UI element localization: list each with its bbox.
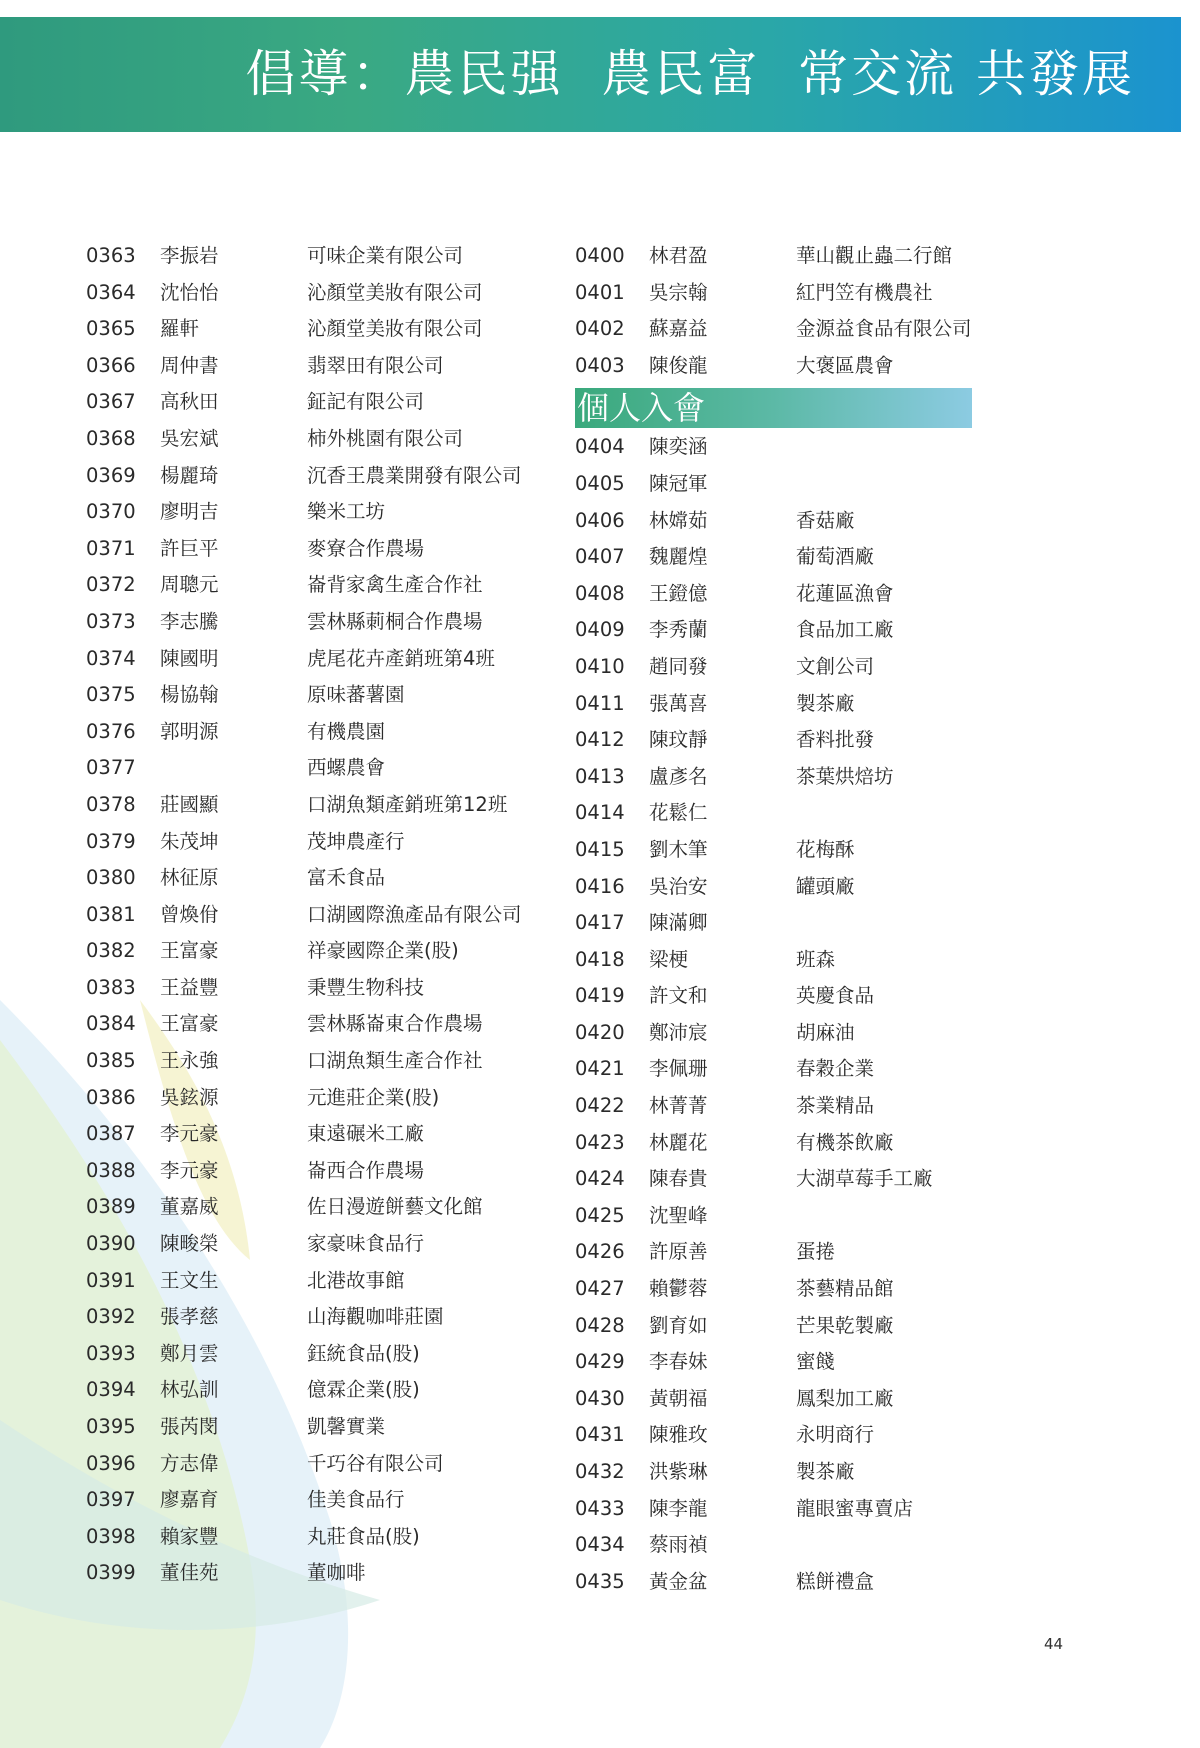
member-company: 柿外桃園有限公司 — [307, 426, 464, 450]
member-row — [86, 897, 556, 934]
member-id: 0370 — [86, 500, 136, 524]
member-name: 王益豐 — [160, 975, 219, 999]
member-name: 王鐙億 — [649, 581, 708, 605]
member-id: 0365 — [86, 317, 136, 341]
member-company: 蛋捲 — [796, 1240, 836, 1264]
member-name: 許原善 — [649, 1240, 708, 1264]
member-id: 0427 — [575, 1277, 625, 1301]
member-company: 製茶廠 — [796, 691, 855, 715]
member-company: 鉦記有限公司 — [307, 390, 425, 414]
member-row — [86, 348, 556, 385]
member-name: 陳畯榮 — [160, 1232, 219, 1256]
member-row — [86, 750, 556, 787]
member-company: 佳美食品行 — [307, 1488, 405, 1512]
member-row — [86, 275, 556, 312]
member-company: 食品加工廠 — [796, 618, 894, 642]
member-id: 0426 — [575, 1240, 625, 1264]
member-row — [575, 869, 1075, 906]
member-id: 0381 — [86, 902, 136, 926]
member-name: 郭明源 — [160, 719, 219, 743]
member-row — [575, 905, 1075, 942]
member-company: 鈺統食品(股) — [307, 1341, 420, 1365]
member-name: 張萬喜 — [649, 691, 708, 715]
member-id: 0415 — [575, 837, 625, 861]
member-company: 春穀企業 — [796, 1057, 875, 1081]
member-company: 可味企業有限公司 — [307, 244, 464, 267]
member-id: 0386 — [86, 1085, 136, 1109]
member-id: 0391 — [86, 1268, 136, 1292]
member-id: 0385 — [86, 1049, 136, 1073]
member-name: 李佩珊 — [649, 1057, 708, 1081]
member-id: 0402 — [575, 317, 625, 341]
member-row — [575, 612, 1075, 649]
member-company: 丸莊食品(股) — [307, 1524, 420, 1548]
member-row — [575, 978, 1075, 1015]
member-name: 陳國明 — [160, 646, 219, 670]
member-name: 林弘訓 — [160, 1378, 219, 1402]
member-company: 葡萄酒廠 — [796, 545, 875, 569]
member-company: 佐日漫遊餅藝文化館 — [307, 1195, 483, 1219]
member-row — [86, 384, 556, 421]
member-row — [575, 1454, 1075, 1491]
member-id: 0401 — [575, 280, 625, 304]
member-row — [86, 641, 556, 678]
member-id: 0409 — [575, 618, 625, 642]
member-row — [575, 1564, 1075, 1601]
member-company: 凱馨實業 — [307, 1415, 386, 1438]
member-name: 林征原 — [160, 866, 219, 890]
member-row — [575, 686, 1075, 723]
member-row — [86, 1409, 556, 1446]
member-row — [86, 970, 556, 1007]
member-name: 盧彥名 — [649, 764, 708, 788]
member-company: 虎尾花卉產銷班第4班 — [307, 646, 495, 670]
member-company: 胡麻油 — [796, 1020, 855, 1044]
member-company: 富禾食品 — [307, 866, 386, 890]
member-id: 0378 — [86, 792, 136, 816]
member-id: 0434 — [575, 1533, 625, 1557]
member-company: 英慶食品 — [796, 984, 875, 1008]
member-name: 方志偉 — [160, 1451, 219, 1475]
member-name: 蘇嘉益 — [649, 317, 708, 341]
member-row — [86, 1153, 556, 1190]
member-row — [575, 832, 1075, 869]
member-row — [575, 1088, 1075, 1125]
member-row — [86, 238, 556, 275]
member-row — [86, 1446, 556, 1483]
member-name: 許文和 — [649, 984, 708, 1008]
member-row — [575, 348, 1075, 385]
member-name: 沈怡怡 — [160, 280, 219, 304]
member-row — [575, 759, 1075, 796]
member-company: 茶業精品 — [796, 1094, 875, 1118]
member-name: 陳奕涵 — [649, 435, 708, 459]
member-company: 元進莊企業(股) — [307, 1085, 440, 1109]
member-name: 吳宗翰 — [649, 280, 708, 304]
member-id: 0432 — [575, 1460, 625, 1483]
member-name: 張孝慈 — [160, 1305, 219, 1329]
member-name: 洪紫琳 — [649, 1460, 708, 1483]
member-company: 有機茶飲廠 — [796, 1130, 894, 1154]
right-list-bottom — [575, 429, 1075, 1600]
member-id: 0380 — [86, 866, 136, 890]
member-id: 0373 — [86, 609, 136, 633]
member-name: 賴家豐 — [160, 1524, 219, 1548]
member-name: 陳玟靜 — [649, 728, 708, 752]
member-name: 李春妹 — [649, 1350, 708, 1374]
member-company: 崙背家禽生產合作社 — [307, 573, 483, 597]
member-name: 董嘉威 — [160, 1195, 219, 1219]
member-company: 家豪味食品行 — [307, 1232, 425, 1256]
member-name: 吳宏斌 — [160, 426, 219, 450]
member-name: 蔡雨禎 — [649, 1533, 708, 1557]
member-id: 0418 — [575, 947, 625, 971]
member-row — [575, 503, 1075, 540]
member-name: 陳滿卿 — [649, 911, 708, 935]
member-row — [575, 1344, 1075, 1381]
member-company: 沁顏堂美妝有限公司 — [307, 317, 483, 341]
member-company: 班森 — [796, 947, 836, 971]
member-id: 0377 — [86, 756, 136, 780]
member-name: 林麗花 — [649, 1130, 708, 1154]
section-header-individual: 個人入會 — [575, 388, 972, 428]
member-id: 0367 — [86, 390, 136, 414]
right-column — [575, 238, 1075, 1600]
member-id: 0431 — [575, 1423, 625, 1447]
member-company: 香菇廠 — [796, 508, 855, 532]
member-row — [575, 1271, 1075, 1308]
member-id: 0414 — [575, 801, 625, 825]
member-id: 0383 — [86, 975, 136, 999]
member-row — [575, 1198, 1075, 1235]
member-row — [86, 1555, 556, 1592]
member-row — [86, 1189, 556, 1226]
member-name: 許巨平 — [160, 536, 219, 560]
member-id: 0371 — [86, 536, 136, 560]
member-row — [86, 311, 556, 348]
member-company: 口湖魚類產銷班第12班 — [307, 792, 508, 816]
member-name: 張芮閔 — [160, 1415, 219, 1438]
member-id: 0369 — [86, 463, 136, 487]
member-id: 0433 — [575, 1496, 625, 1520]
member-id: 0405 — [575, 471, 625, 495]
member-row — [86, 1080, 556, 1117]
member-row — [86, 677, 556, 714]
member-row — [575, 466, 1075, 503]
member-name: 陳雅玫 — [649, 1423, 708, 1447]
member-id: 0420 — [575, 1020, 625, 1044]
member-row — [86, 1519, 556, 1556]
member-company: 千巧谷有限公司 — [307, 1451, 444, 1475]
member-company: 秉豐生物科技 — [307, 975, 425, 999]
member-name: 廖嘉育 — [160, 1488, 219, 1512]
member-company: 有機農園 — [307, 719, 386, 743]
member-name: 林君盈 — [649, 244, 708, 267]
member-name: 李志騰 — [160, 609, 219, 633]
member-id: 0416 — [575, 874, 625, 898]
member-name: 李振岩 — [160, 244, 219, 267]
member-company: 董咖啡 — [307, 1561, 366, 1585]
member-id: 0372 — [86, 573, 136, 597]
member-name: 陳冠軍 — [649, 471, 708, 495]
member-company: 芒果乾製廠 — [796, 1313, 894, 1337]
member-id: 0397 — [86, 1488, 136, 1512]
member-row — [575, 311, 1075, 348]
member-name: 朱茂坤 — [160, 829, 219, 853]
member-company: 文創公司 — [796, 654, 875, 678]
member-company: 億霖企業(股) — [307, 1378, 420, 1402]
member-company: 雲林縣崙東合作農場 — [307, 1012, 483, 1036]
member-id: 0407 — [575, 545, 625, 569]
member-name: 廖明吉 — [160, 500, 219, 524]
member-row — [575, 238, 1075, 275]
member-row — [575, 1308, 1075, 1345]
member-id: 0374 — [86, 646, 136, 670]
member-company: 茶藝精品館 — [796, 1277, 894, 1301]
member-company: 罐頭廠 — [796, 874, 855, 898]
member-row — [575, 429, 1075, 466]
member-row — [86, 1006, 556, 1043]
member-company: 蜜餞 — [796, 1350, 836, 1374]
member-company: 沉香王農業開發有限公司 — [307, 463, 522, 487]
member-name: 董佳苑 — [160, 1561, 219, 1585]
member-name: 林菁菁 — [649, 1094, 708, 1118]
member-id: 0387 — [86, 1122, 136, 1146]
member-id: 0417 — [575, 911, 625, 935]
member-id: 0408 — [575, 581, 625, 605]
member-company: 山海觀咖啡莊園 — [307, 1305, 444, 1329]
member-id: 0398 — [86, 1524, 136, 1548]
member-name: 吳鉉源 — [160, 1085, 219, 1109]
member-row — [86, 458, 556, 495]
member-company: 崙西合作農場 — [307, 1158, 425, 1182]
member-company: 金源益食品有限公司 — [796, 317, 972, 341]
member-name: 高秋田 — [160, 390, 219, 414]
member-name: 李元豪 — [160, 1158, 219, 1182]
member-company: 大褒區農會 — [796, 353, 894, 377]
member-id: 0425 — [575, 1203, 625, 1227]
member-id: 0419 — [575, 984, 625, 1008]
member-company: 龍眼蜜專賣店 — [796, 1496, 914, 1520]
member-company: 東遠碾米工廠 — [307, 1122, 425, 1146]
member-id: 0364 — [86, 280, 136, 304]
member-row — [86, 933, 556, 970]
member-id: 0403 — [575, 353, 625, 377]
member-company: 花蓮區漁會 — [796, 581, 894, 605]
member-name: 羅軒 — [160, 317, 200, 341]
member-id: 0413 — [575, 764, 625, 788]
member-company: 口湖國際漁產品有限公司 — [307, 902, 522, 926]
member-company: 西螺農會 — [307, 756, 386, 780]
member-name: 梁梗 — [649, 947, 689, 971]
member-name: 黃朝福 — [649, 1386, 708, 1410]
member-name: 陳李龍 — [649, 1496, 708, 1520]
member-company: 雲林縣莿桐合作農場 — [307, 609, 483, 633]
member-name: 魏麗煌 — [649, 545, 708, 569]
member-name: 陳俊龍 — [649, 353, 708, 377]
member-id: 0435 — [575, 1569, 625, 1593]
member-name: 王永強 — [160, 1049, 219, 1073]
member-row — [575, 1015, 1075, 1052]
member-id: 0422 — [575, 1094, 625, 1118]
member-id: 0421 — [575, 1057, 625, 1081]
member-id: 0428 — [575, 1313, 625, 1337]
member-id: 0423 — [575, 1130, 625, 1154]
member-name: 吳治安 — [649, 874, 708, 898]
member-row — [575, 795, 1075, 832]
member-company: 華山觀止蟲二行館 — [796, 244, 953, 267]
member-company: 沁顏堂美妝有限公司 — [307, 280, 483, 304]
member-name: 楊麗琦 — [160, 463, 219, 487]
member-row — [575, 539, 1075, 576]
member-id: 0410 — [575, 654, 625, 678]
member-id: 0363 — [86, 244, 136, 267]
member-name: 賴鬱蓉 — [649, 1277, 708, 1301]
member-row — [86, 860, 556, 897]
member-company: 茂坤農產行 — [307, 829, 405, 853]
member-name: 周聰元 — [160, 573, 219, 597]
member-row — [86, 1043, 556, 1080]
member-row — [575, 1381, 1075, 1418]
left-column — [86, 238, 556, 1592]
member-name: 王文生 — [160, 1268, 219, 1292]
member-row — [86, 1482, 556, 1519]
member-row — [575, 1051, 1075, 1088]
member-row — [86, 1336, 556, 1373]
member-row — [575, 1161, 1075, 1198]
member-row — [86, 1299, 556, 1336]
member-company: 祥豪國際企業(股) — [307, 939, 459, 963]
member-row — [575, 722, 1075, 759]
member-id: 0395 — [86, 1415, 136, 1438]
member-id: 0400 — [575, 244, 625, 267]
member-id: 0384 — [86, 1012, 136, 1036]
member-name: 鄭月雲 — [160, 1341, 219, 1365]
member-name: 沈聖峰 — [649, 1203, 708, 1227]
page-title: 倡導：農民强 農民富 常交流 共發展 — [245, 45, 1135, 103]
member-company: 紅門笠有機農社 — [796, 280, 933, 304]
member-id: 0430 — [575, 1386, 625, 1410]
member-id: 0389 — [86, 1195, 136, 1219]
member-id: 0411 — [575, 691, 625, 715]
member-row — [575, 1491, 1075, 1528]
member-name: 花鬆仁 — [649, 801, 708, 825]
member-id: 0388 — [86, 1158, 136, 1182]
member-id: 0394 — [86, 1378, 136, 1402]
member-company: 花梅酥 — [796, 837, 855, 861]
member-row — [575, 649, 1075, 686]
member-company: 鳳梨加工廠 — [796, 1386, 894, 1410]
member-id: 0392 — [86, 1305, 136, 1329]
member-company: 茶葉烘焙坊 — [796, 764, 894, 788]
member-name: 楊協翰 — [160, 683, 219, 707]
member-row — [575, 576, 1075, 613]
member-company: 永明商行 — [796, 1423, 875, 1447]
member-name: 王富豪 — [160, 939, 219, 963]
member-id: 0382 — [86, 939, 136, 963]
member-id: 0376 — [86, 719, 136, 743]
member-id: 0412 — [575, 728, 625, 752]
member-name: 鄭沛宸 — [649, 1020, 708, 1044]
member-id: 0366 — [86, 353, 136, 377]
member-company: 香料批發 — [796, 728, 875, 752]
member-name: 陳春貴 — [649, 1167, 708, 1191]
member-name: 劉育如 — [649, 1313, 708, 1337]
right-list-top — [575, 238, 1075, 384]
member-id: 0379 — [86, 829, 136, 853]
member-id: 0393 — [86, 1341, 136, 1365]
member-row — [86, 824, 556, 861]
member-name: 曾煥佾 — [160, 902, 219, 926]
member-name: 林嫦茹 — [649, 508, 708, 532]
member-row — [575, 1234, 1075, 1271]
member-name: 劉木筆 — [649, 837, 708, 861]
member-company: 麥寮合作農場 — [307, 536, 425, 560]
member-company: 大湖草莓手工廠 — [796, 1167, 933, 1191]
member-company: 糕餅禮盒 — [796, 1569, 875, 1593]
member-company: 北港故事館 — [307, 1268, 405, 1292]
member-id: 0406 — [575, 508, 625, 532]
member-name: 李秀蘭 — [649, 618, 708, 642]
member-id: 0390 — [86, 1232, 136, 1256]
member-company: 製茶廠 — [796, 1460, 855, 1483]
member-id: 0399 — [86, 1561, 136, 1585]
member-row — [86, 1263, 556, 1300]
member-row — [86, 787, 556, 824]
member-id: 0396 — [86, 1451, 136, 1475]
member-row — [575, 1417, 1075, 1454]
member-name: 周仲書 — [160, 353, 219, 377]
member-id: 0424 — [575, 1167, 625, 1191]
member-name: 黃金盆 — [649, 1569, 708, 1593]
member-company: 樂米工坊 — [307, 500, 386, 524]
member-row — [575, 275, 1075, 312]
header-banner — [0, 17, 1181, 132]
member-row — [86, 604, 556, 641]
member-row — [86, 1226, 556, 1263]
member-name: 莊國顯 — [160, 792, 219, 816]
member-row — [86, 421, 556, 458]
member-name: 李元豪 — [160, 1122, 219, 1146]
page-number: 44 — [1044, 1635, 1064, 1653]
member-row — [86, 714, 556, 751]
member-row — [86, 1372, 556, 1409]
member-id: 0404 — [575, 435, 625, 459]
member-id: 0368 — [86, 426, 136, 450]
member-row — [86, 531, 556, 568]
member-company: 翡翠田有限公司 — [307, 353, 444, 377]
member-name: 趙同發 — [649, 654, 708, 678]
member-row — [575, 1125, 1075, 1162]
member-row — [86, 1116, 556, 1153]
member-row — [575, 942, 1075, 979]
member-company: 口湖魚類生產合作社 — [307, 1049, 483, 1073]
member-row — [86, 494, 556, 531]
member-name: 王富豪 — [160, 1012, 219, 1036]
member-company: 原味蕃薯園 — [307, 683, 405, 707]
member-id: 0429 — [575, 1350, 625, 1374]
member-row — [86, 567, 556, 604]
member-id: 0375 — [86, 683, 136, 707]
member-row — [575, 1527, 1075, 1564]
